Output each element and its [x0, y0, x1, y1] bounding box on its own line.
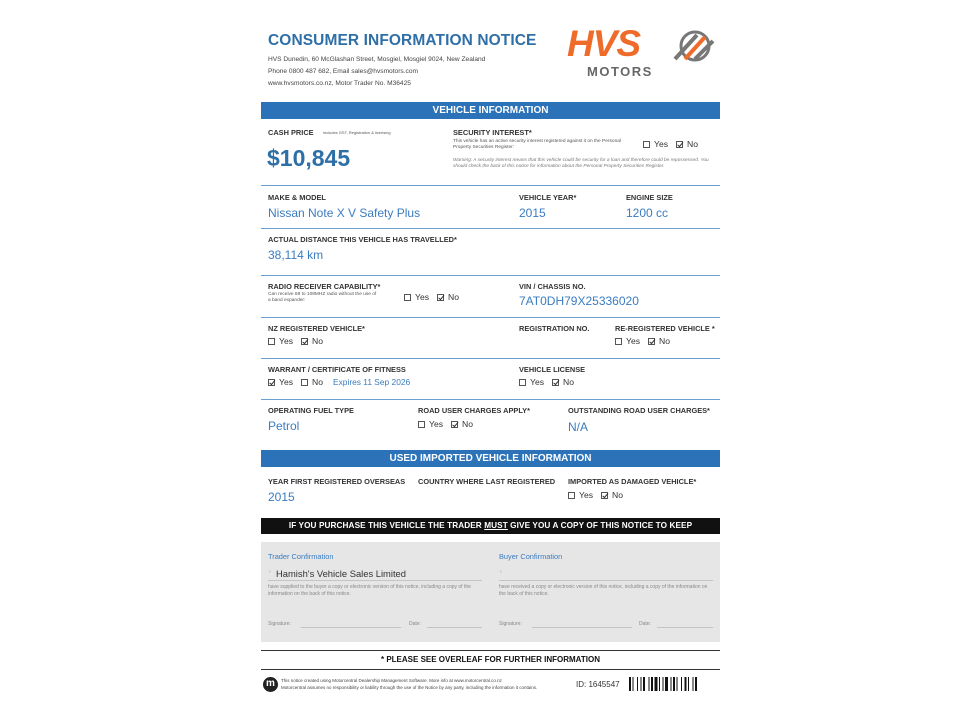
wheel-icon	[671, 29, 717, 63]
engine-size-value: 1200 cc	[626, 206, 669, 220]
buyer-name-line[interactable]	[499, 580, 713, 581]
radio-capability-label: RADIO RECEIVER CAPABILITY*	[268, 282, 381, 291]
make-model-label: MAKE & MODEL	[268, 193, 326, 202]
warrant-expiry: Expires 11 Sep 2026	[333, 377, 411, 387]
trader-date-line[interactable]	[427, 627, 482, 628]
dealer-address: HVS Dunedin, 60 McGlashan Street, Mosgiel, Mosgiel 9024, New Zealand	[268, 56, 486, 63]
confirmation-panel	[261, 542, 720, 642]
security-interest-label: SECURITY INTEREST*	[453, 128, 532, 137]
buyer-confirmation-title: Buyer Confirmation	[499, 552, 563, 561]
vehicle-license-options: Yes No	[519, 377, 574, 387]
trader-name-marker: ›	[269, 569, 271, 575]
radio-no-checkbox[interactable]	[437, 294, 444, 301]
security-no-checkbox[interactable]	[676, 141, 683, 148]
vin-value: 7AT0DH79X25336020	[519, 294, 639, 308]
trader-date-label: Date:	[409, 621, 421, 627]
buyer-name-marker: ›	[500, 569, 502, 575]
buyer-date-line[interactable]	[657, 627, 713, 628]
warrant-yes-checkbox[interactable]	[268, 379, 275, 386]
vehicle-year-label: VEHICLE YEAR*	[519, 193, 577, 202]
barcode-icon	[629, 677, 719, 691]
divider	[261, 399, 720, 400]
buyer-date-label: Date:	[639, 621, 651, 627]
dealer-website: www.hvsmotors.co.nz, Motor Trader No. M36425	[268, 80, 411, 87]
nz-registered-options: Yes No	[268, 336, 323, 346]
damaged-no-checkbox[interactable]	[601, 492, 608, 499]
warrant-no-checkbox[interactable]	[301, 379, 308, 386]
vehicle-license-label: VEHICLE LICENSE	[519, 365, 586, 374]
buyer-signature-label: Signature:	[499, 621, 522, 627]
cash-price-label: CASH PRICE	[268, 128, 314, 137]
warrant-label: WARRANT / CERTIFICATE OF FITNESS	[268, 365, 406, 374]
divider	[261, 669, 720, 670]
divider	[261, 650, 720, 651]
imported-information-heading: USED IMPORTED VEHICLE INFORMATION	[261, 450, 720, 467]
overleaf-note: * PLEASE SEE OVERLEAF FOR FURTHER INFORMATION	[381, 655, 600, 664]
damaged-yes-checkbox[interactable]	[568, 492, 575, 499]
reregistered-label: RE-REGISTERED VEHICLE *	[615, 324, 715, 333]
dealer-contact: Phone 0800 487 682, Email sales@hvsmotors.com	[268, 68, 419, 75]
radio-capability-text: Can receive 88 to 108MHZ radio without the use of a band expander:	[268, 292, 377, 303]
ruc-no-checkbox[interactable]	[451, 421, 458, 428]
imported-damaged-options: Yes No	[568, 490, 623, 500]
vehicle-information-heading: VEHICLE INFORMATION	[261, 102, 720, 119]
footer-line-1: This notice created using Motorcentral Dealership Management Software. More info at www.motorcentral.co.nz	[281, 678, 502, 683]
trader-confirmation-title: Trader Confirmation	[268, 552, 334, 561]
registration-no-label: REGISTRATION NO.	[519, 324, 590, 333]
ruc-apply-options: Yes No	[418, 419, 473, 429]
divider	[261, 185, 720, 186]
security-yes-checkbox[interactable]	[643, 141, 650, 148]
ruc-apply-label: ROAD USER CHARGES APPLY*	[418, 406, 530, 415]
trader-signature-label: Signature:	[268, 621, 291, 627]
nz-registered-label: NZ REGISTERED VEHICLE*	[268, 324, 365, 333]
security-interest-options: Yes No	[643, 139, 698, 149]
license-no-checkbox[interactable]	[552, 379, 559, 386]
trader-name: Hamish's Vehicle Sales Limited	[276, 568, 406, 579]
nz-registered-yes-checkbox[interactable]	[268, 338, 275, 345]
imported-damaged-label: IMPORTED AS DAMAGED VEHICLE*	[568, 477, 697, 486]
outstanding-ruc-value: N/A	[568, 420, 589, 434]
cash-price-note: includes GST, Registration & licensing	[323, 130, 391, 135]
country-registered-label: COUNTRY WHERE LAST REGISTERED	[418, 477, 556, 486]
logo-motors-text: MOTORS	[587, 64, 653, 79]
must-emphasis: MUST	[484, 521, 508, 530]
notice-id: ID: 1645547	[576, 680, 620, 689]
fuel-type-label: OPERATING FUEL TYPE	[268, 406, 354, 415]
copy-notice-bar: IF YOU PURCHASE THIS VEHICLE THE TRADER MUST GIVE YOU A COPY OF THIS NOTICE TO KEEP	[261, 518, 720, 534]
ruc-yes-checkbox[interactable]	[418, 421, 425, 428]
hvs-motors-logo	[567, 24, 717, 84]
cash-price-value: $10,845	[267, 145, 351, 171]
radio-yes-checkbox[interactable]	[404, 294, 411, 301]
divider	[261, 358, 720, 359]
radio-options: Yes No	[404, 292, 459, 302]
divider	[261, 228, 720, 229]
engine-size-label: ENGINE SIZE	[626, 193, 673, 202]
vehicle-year-value: 2015	[519, 206, 546, 220]
warrant-options: Yes No Expires 11 Sep 2026	[268, 377, 410, 387]
reregistered-options: Yes No	[615, 336, 670, 346]
divider	[261, 275, 720, 276]
fuel-type-value: Petrol	[268, 419, 300, 433]
year-overseas-label: YEAR FIRST REGISTERED OVERSEAS	[268, 477, 406, 486]
footer-line-2: Motorcentral assumes no responsibility or liability through the use of the Notice by any party, including the information it contains.	[281, 685, 538, 690]
motorcentral-logo: m	[263, 677, 278, 692]
logo-hvs-text: HVS	[567, 23, 641, 64]
license-yes-checkbox[interactable]	[519, 379, 526, 386]
security-warning: Warning: A security interest means that this vehicle could be security for a loan and therefore could be repossessed. You should check the back of this notice for information about the Personal Property Securities Register.	[453, 158, 709, 169]
trader-name-line	[268, 580, 482, 581]
outstanding-ruc-label: OUTSTANDING ROAD USER CHARGES*	[568, 406, 710, 415]
distance-value: 38,114 km	[268, 248, 324, 262]
vin-label: VIN / CHASSIS NO.	[519, 282, 586, 291]
buyer-confirmation-text: have received a copy or electronic version of this notice, including a copy of the information on the back of this notice.	[499, 584, 708, 597]
nz-registered-no-checkbox[interactable]	[301, 338, 308, 345]
divider	[261, 317, 720, 318]
page-title: CONSUMER INFORMATION NOTICE	[268, 32, 537, 49]
trader-confirmation-text: have supplied to the buyer a copy or electronic version of this notice, including a copy of the information on the back of this notice.	[268, 584, 471, 597]
trader-signature-line[interactable]	[301, 627, 401, 628]
buyer-signature-line[interactable]	[532, 627, 632, 628]
reregistered-yes-checkbox[interactable]	[615, 338, 622, 345]
consumer-information-notice	[261, 22, 720, 698]
security-interest-text: This vehicle has an active security interest registered against it on the Personal Property Securities Register:	[453, 139, 621, 150]
year-overseas-value: 2015	[268, 490, 295, 504]
distance-label: ACTUAL DISTANCE THIS VEHICLE HAS TRAVELLED*	[268, 235, 457, 244]
reregistered-no-checkbox[interactable]	[648, 338, 655, 345]
make-model-value: Nissan Note X V Safety Plus	[268, 206, 421, 220]
